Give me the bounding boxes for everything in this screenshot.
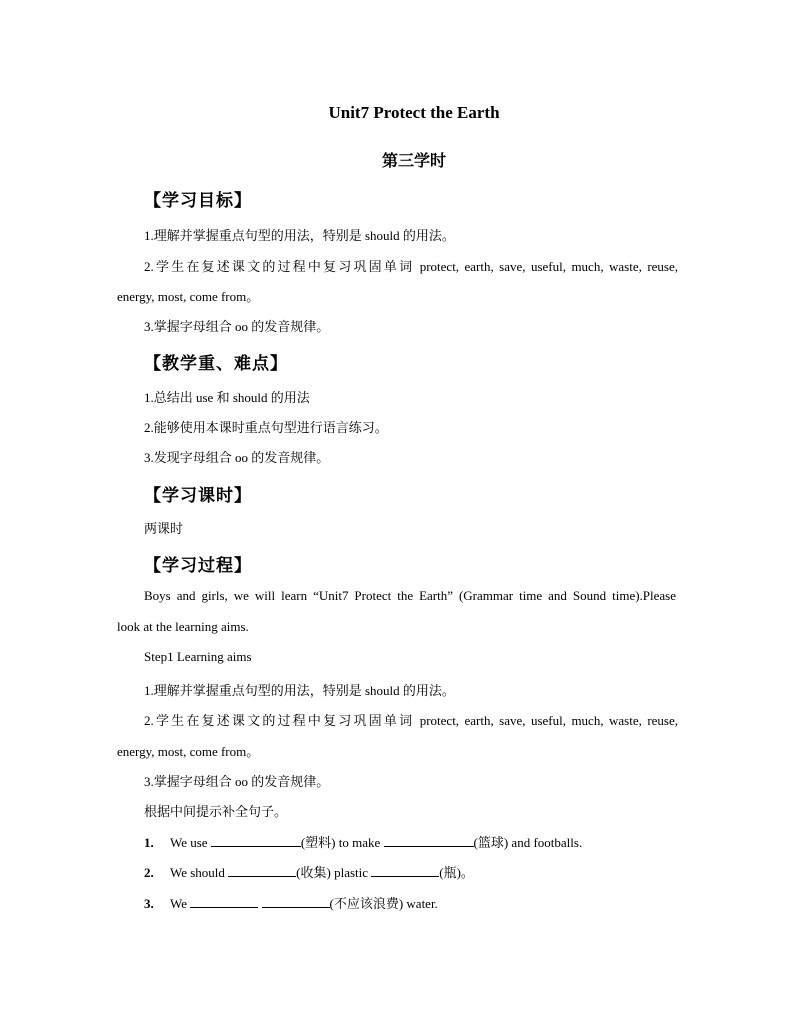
exercise-number: 1. <box>144 835 154 850</box>
class-hours-text: 两课时 <box>144 521 184 536</box>
key-point-3: 3.发现字母组合 oo 的发音规律。 <box>144 450 330 465</box>
exercise-text: We use <box>170 835 211 850</box>
section-heading-class-hours: 【学习课时】 <box>144 486 252 505</box>
exercise-1 <box>144 832 582 851</box>
key-point-2: 2.能够使用本课时重点句型进行语言练习。 <box>144 420 388 435</box>
exercise-3 <box>144 893 438 912</box>
aim-item-2: 2.学生在复述课文的过程中复习巩固单词 protect, earth, save, useful, much, waste, reuse, <box>144 713 678 728</box>
intro-line-1: Boys and girls, we will learn “Unit7 Protect the Earth” (Grammar time and Sound time).Please <box>144 588 676 603</box>
exercise-text: (塑料) to make <box>300 835 384 850</box>
exercise-text: We should <box>170 865 229 880</box>
exercise-number: 3. <box>144 896 154 911</box>
exercise-2 <box>144 862 474 881</box>
aim-item-3: 3.掌握字母组合 oo 的发音规律。 <box>144 774 330 789</box>
lesson-subtitle: 第三学时 <box>381 153 446 170</box>
exercise-instruction: 根据中间提示补全句子。 <box>144 804 288 819</box>
answer-blank[interactable] <box>384 833 474 847</box>
goal-item-3: 3.掌握字母组合 oo 的发音规律。 <box>144 319 330 334</box>
document-title: Unit7 Protect the Earth <box>328 103 500 122</box>
intro-line-2: look at the learning aims. <box>117 619 249 634</box>
section-heading-key-points: 【教学重、难点】 <box>144 354 288 373</box>
answer-blank[interactable] <box>262 894 330 908</box>
exercise-number: 2. <box>144 865 154 880</box>
step-title: Step1 Learning aims <box>144 649 252 664</box>
key-point-1: 1.总结出 use 和 should 的用法 <box>144 390 310 405</box>
exercise-text: (篮球) and footballs. <box>473 835 583 850</box>
exercise-text: (收集) plastic <box>296 865 372 880</box>
goal-item-1: 1.理解并掌握重点句型的用法，特别是 should 的用法。 <box>144 228 455 243</box>
answer-blank[interactable] <box>190 894 258 908</box>
exercise-text: (不应该浪费) water. <box>329 896 438 911</box>
aim-item-1: 1.理解并掌握重点句型的用法，特别是 should 的用法。 <box>144 683 455 698</box>
answer-blank[interactable] <box>228 863 296 877</box>
section-heading-learning-goals: 【学习目标】 <box>144 191 252 210</box>
section-heading-learning-process: 【学习过程】 <box>144 556 252 575</box>
aim-item-2-continued: energy, most, come from。 <box>117 744 260 759</box>
goal-item-2-continued: energy, most, come from。 <box>117 289 260 304</box>
exercise-text: We <box>170 896 191 911</box>
exercise-text: (瓶)。 <box>439 865 474 880</box>
answer-blank[interactable] <box>371 863 439 877</box>
goal-item-2: 2.学生在复述课文的过程中复习巩固单词 protect, earth, save, useful, much, waste, reuse, <box>144 259 678 274</box>
answer-blank[interactable] <box>211 833 301 847</box>
